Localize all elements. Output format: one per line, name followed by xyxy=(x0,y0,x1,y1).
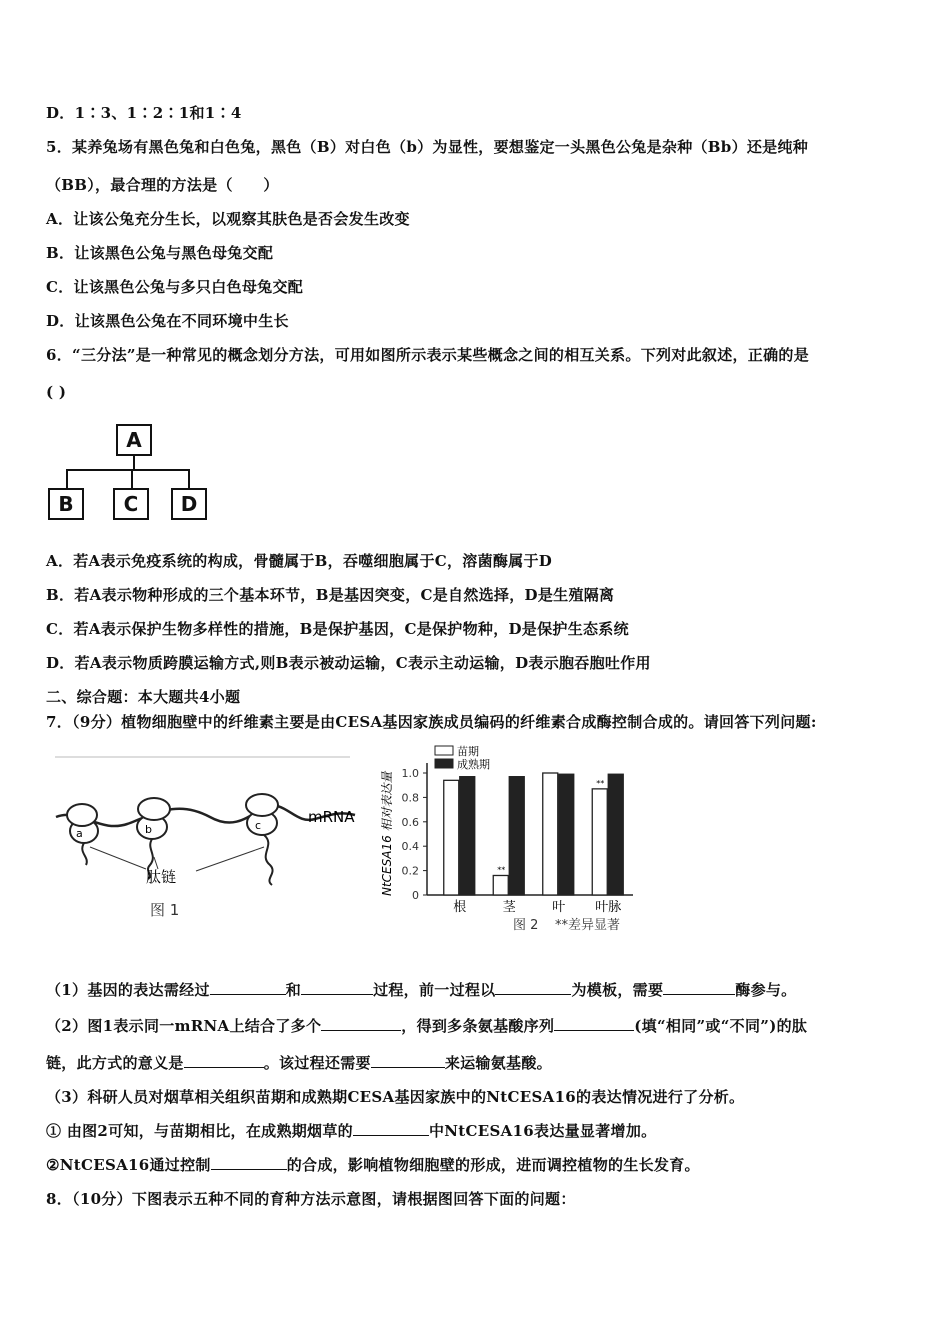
q4-option-d: D．1∶3、1∶2∶1和1∶4 xyxy=(46,104,242,122)
ribosome-label-c: c xyxy=(255,819,262,832)
q7-p2-text: 链，此方式的意义是 xyxy=(46,1054,184,1072)
answer-blank[interactable] xyxy=(663,980,735,995)
q5-stem-line2: （BB），最合理的方法是（ ） xyxy=(46,176,279,194)
bar-成熟期-根 xyxy=(460,777,475,895)
q7-p2-text: （2）图1表示同一mRNA上结合了多个 xyxy=(46,1017,322,1035)
legend-swatch xyxy=(435,746,453,755)
q6-stem-line2: ( ) xyxy=(46,383,67,401)
q7-p1-text: 和 xyxy=(285,981,302,999)
x-tick-label: 叶 xyxy=(552,900,566,915)
diagram-box-c: C xyxy=(113,488,149,520)
q7-p2-text: 。该过程还需要 xyxy=(263,1054,371,1072)
q5-option-a: A．让该公兔充分生长，以观察其肤色是否会发生改变 xyxy=(46,210,410,228)
q7-p2-text: 来运输氨基酸。 xyxy=(444,1054,552,1072)
answer-blank[interactable] xyxy=(184,1053,264,1068)
q5-option-c: C．让该黑色公兔与多只白色母兔交配 xyxy=(46,278,304,296)
q7-p3-text: 中NtCESA16表达量显著增加。 xyxy=(428,1122,657,1140)
q7-p3-text: ②NtCESA16通过控制 xyxy=(46,1156,211,1174)
legend-label: 成熟期 xyxy=(457,758,490,771)
q5-stem-line1: 5．某养兔场有黑色兔和白色兔，黑色（B）对白色（b）为显性，要想鉴定一头黑色公兔是杂种（Bb）还是纯种 xyxy=(46,138,809,156)
bar-成熟期-叶脉 xyxy=(608,774,623,895)
ribosome-a xyxy=(67,804,98,865)
peptide-chain xyxy=(82,843,87,865)
peptide-chain xyxy=(264,835,273,885)
mrna-label: mRNA xyxy=(308,808,355,826)
answer-blank[interactable] xyxy=(211,1155,287,1170)
q6-option-a: A．若A表示免疫系统的构成，骨髓属于B，吞噬细胞属于C，溶菌酶属于D xyxy=(46,552,553,570)
answer-blank[interactable] xyxy=(353,1121,429,1136)
x-tick-label: 茎 xyxy=(502,900,516,915)
q8-stem: 8．（10分）下图表示五种不同的育种方法示意图，请根据图回答下面的问题： xyxy=(46,1190,576,1208)
q7-p3-text: 的合成，影响植物细胞壁的形成，进而调控植物的生长发育。 xyxy=(286,1156,700,1174)
q6-option-c: C．若A表示保护生物多样性的措施，B是保护基因，C是保护物种，D是保护生态系统 xyxy=(46,620,629,638)
bar-成熟期-茎 xyxy=(509,777,524,895)
bar-苗期-茎 xyxy=(493,875,508,895)
figure-2-caption: 图 2 xyxy=(513,918,539,933)
diagram-box-a: A xyxy=(116,424,152,456)
diagram-connector xyxy=(66,469,190,471)
y-tick-label: 0.2 xyxy=(401,864,419,878)
q7-part2-line1 xyxy=(46,1015,807,1036)
y-tick-label: 0 xyxy=(412,889,419,902)
answer-blank[interactable] xyxy=(301,980,373,995)
y-tick-label: 1.0 xyxy=(401,767,419,780)
diagram-connector xyxy=(133,456,135,470)
q7-stem: 7．（9分）植物细胞壁中的纤维素主要是由CESA基因家族成员编码的纤维素合成酶控制合成的。请回答下列问题: xyxy=(46,713,817,731)
bar-苗期-叶脉 xyxy=(592,789,607,895)
legend-swatch xyxy=(435,759,453,768)
q7-p2-text: (填“相同”或“不同”)的肽 xyxy=(634,1017,808,1035)
figure-1-polysome xyxy=(50,745,370,930)
ribosome-b xyxy=(137,798,170,879)
y-tick-label: 0.8 xyxy=(401,791,419,805)
q7-part2-line2 xyxy=(46,1052,552,1073)
x-tick-label: 叶脉 xyxy=(595,900,622,915)
ribosome-c xyxy=(246,794,278,885)
diagram-connector xyxy=(66,469,68,489)
q7-p1-text: 酶参与。 xyxy=(735,981,797,999)
y-tick-label: 0.4 xyxy=(401,840,419,854)
answer-blank[interactable] xyxy=(210,980,286,995)
figure-2-chart xyxy=(375,740,645,940)
pointer-line xyxy=(90,847,146,869)
q6-stem-line1: 6．“三分法”是一种常见的概念划分方法，可用如图所示表示某些概念之间的相互关系。下列对此叙述，正确的是 xyxy=(46,346,809,364)
y-tick-label: 0.6 xyxy=(401,815,419,829)
q7-p1-text: 过程，前一过程以 xyxy=(373,981,496,999)
ribosome-label-b: b xyxy=(145,823,152,836)
significance-note: **差异显著 xyxy=(555,918,621,933)
ribosome-label-a: a xyxy=(76,827,83,840)
diagram-box-d: D xyxy=(171,488,207,520)
figure-1-caption: 图 1 xyxy=(150,901,180,919)
bar-成熟期-叶 xyxy=(559,774,574,895)
bar-苗期-根 xyxy=(444,780,459,895)
diagram-connector xyxy=(188,469,190,489)
pointer-line xyxy=(196,847,264,871)
answer-blank[interactable] xyxy=(554,1016,634,1031)
q7-p1-text: 为模板，需要 xyxy=(571,981,664,999)
q7-p1-text: （1）基因的表达需经过 xyxy=(46,981,210,999)
significance-marker: ** xyxy=(497,865,506,875)
q7-part1 xyxy=(46,979,796,1000)
chain-label: 肽链 xyxy=(146,868,177,886)
q5-option-b: B．让该黑色公兔与黑色母兔交配 xyxy=(46,244,274,262)
diagram-connector xyxy=(131,469,133,489)
section2-title: 二、综合题：本大题共4小题 xyxy=(46,688,241,706)
answer-blank[interactable] xyxy=(371,1053,445,1068)
q6-option-d: D．若A表示物质跨膜运输方式,则B表示被动运输，C表示主动运输，D表示胞吞胞吐作用 xyxy=(46,654,651,672)
q5-option-d: D．让该黑色公兔在不同环境中生长 xyxy=(46,312,289,330)
q6-option-b: B．若A表示物种形成的三个基本环节，B是基因突变，C是自然选择，D是生殖隔离 xyxy=(46,586,615,604)
legend-label: 苗期 xyxy=(457,745,479,758)
x-tick-label: 根 xyxy=(453,900,467,915)
q7-p3-text: ① 由图2可知，与苗期相比，在成熟期烟草的 xyxy=(46,1122,353,1140)
q7-p2-text: ，得到多条氨基酸序列 xyxy=(401,1017,555,1035)
diagram-box-b: B xyxy=(48,488,84,520)
bar-苗期-叶 xyxy=(543,773,558,895)
q7-part3: （3）科研人员对烟草相关组织苗期和成熟期CESA基因家族中的NtCESA16的表达情况进行了分析。 xyxy=(46,1088,745,1106)
answer-blank[interactable] xyxy=(321,1016,401,1031)
y-axis-label: NtCESA16 相对表达量 xyxy=(380,771,394,896)
q7-part3-sub1 xyxy=(46,1120,656,1141)
q7-part3-sub2 xyxy=(46,1154,700,1175)
answer-blank[interactable] xyxy=(495,980,571,995)
significance-marker: ** xyxy=(596,778,605,788)
